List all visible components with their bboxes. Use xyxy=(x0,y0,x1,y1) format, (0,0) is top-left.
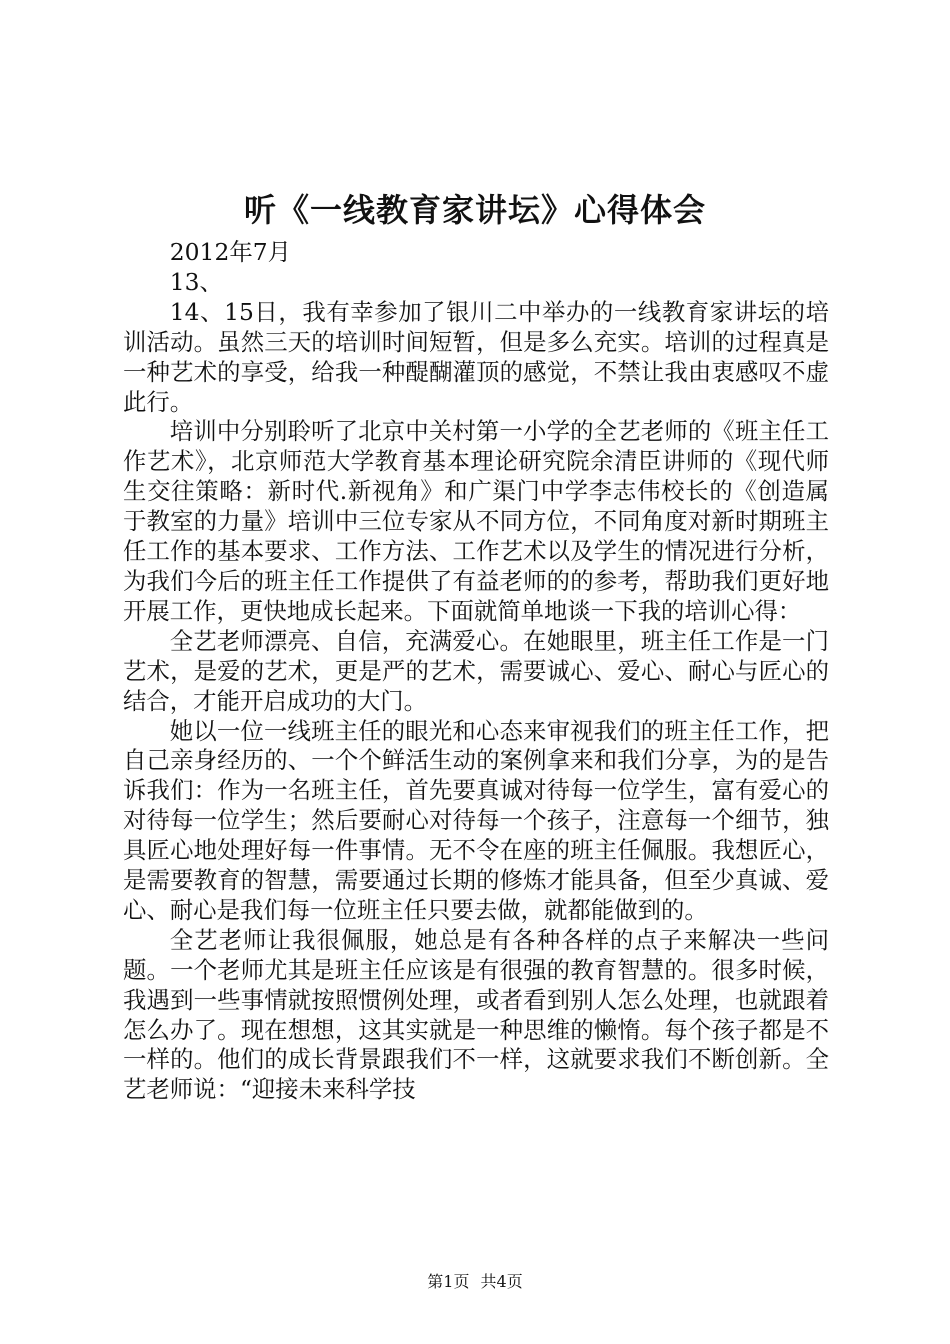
date-line: 2012年7月 xyxy=(169,238,291,266)
page-footer xyxy=(0,1270,950,1294)
page-number: 第1页 xyxy=(427,1272,470,1291)
document-title: 听《一线教育家讲坛》心得体会 xyxy=(243,191,706,229)
document-body xyxy=(123,238,829,1105)
date-line-continued: 13、 xyxy=(169,267,223,296)
paragraph-perspective: 她以一位一线班主任的眼光和心态来审视我们的班主任工作，把自己亲身经历的、一个个鲜活生动的案例拿来和我们分享，为的是告诉我们：作为一名班主任，首先要真诚对待每一位学生，富有爱心的对待每一位学生；然后要耐心对待每一个孩子，注意每一个细节，独具匠心地处理好每一件事情。无不令在座的班主任佩服。我想匠心，是需要教育的智慧，需要通过长期的修炼才能具备，但至少真诚、爱心、耐心是我们每一位班主任只要去做，就都能做到的。 xyxy=(123,716,829,924)
paragraph-training: 培训中分别聆听了北京中关村第一小学的全艺老师的《班主任工作艺术》，北京师范大学教育基本理论研究院余清臣讲师的《现代师生交往策略：新时代.新视角》和广渠门中学李志伟校长的《创造属于教室的力量》培训中三位专家从不同方位，不同角度对新时期班主任工作的基本要求、工作方法、工作艺术以及学生的情况进行分析，为我们今后的班主任工作提供了有益老师的的参考，帮助我们更好地开展工作，更快地成长起来。下面就简单地谈一下我的培训心得： xyxy=(123,417,829,625)
paragraph-intro: 14、15日，我有幸参加了银川二中举办的一线教育家讲坛的培训活动。虽然三天的培训时间短暂，但是多么充实。培训的过程真是一种艺术的享受，给我一种醍醐灌顶的感觉，不禁让我由衷感叹不虚此行。 xyxy=(123,297,829,416)
page-total: 共4页 xyxy=(480,1272,523,1291)
paragraph-teacher-quan: 全艺老师漂亮、自信，充满爱心。在她眼里，班主任工作是一门艺术，是爱的艺术，更是严的艺术，需要诚心、爱心、耐心与匠心的结合，才能开启成功的大门。 xyxy=(123,626,829,715)
paragraph-admiration: 全艺老师让我很佩服，她总是有各种各样的点子来解决一些问题。一个老师尤其是班主任应该是有很强的教育智慧的。很多时候，我遇到一些事情就按照惯例处理，或者看到别人怎么处理，也就跟着怎么办了。现在想想，这其实就是一种思维的懒惰。每个孩子都是不一样的。他们的成长背景跟我们不一样，这就要求我们不断创新。全艺老师说：“迎接未来科学技 xyxy=(123,925,829,1104)
